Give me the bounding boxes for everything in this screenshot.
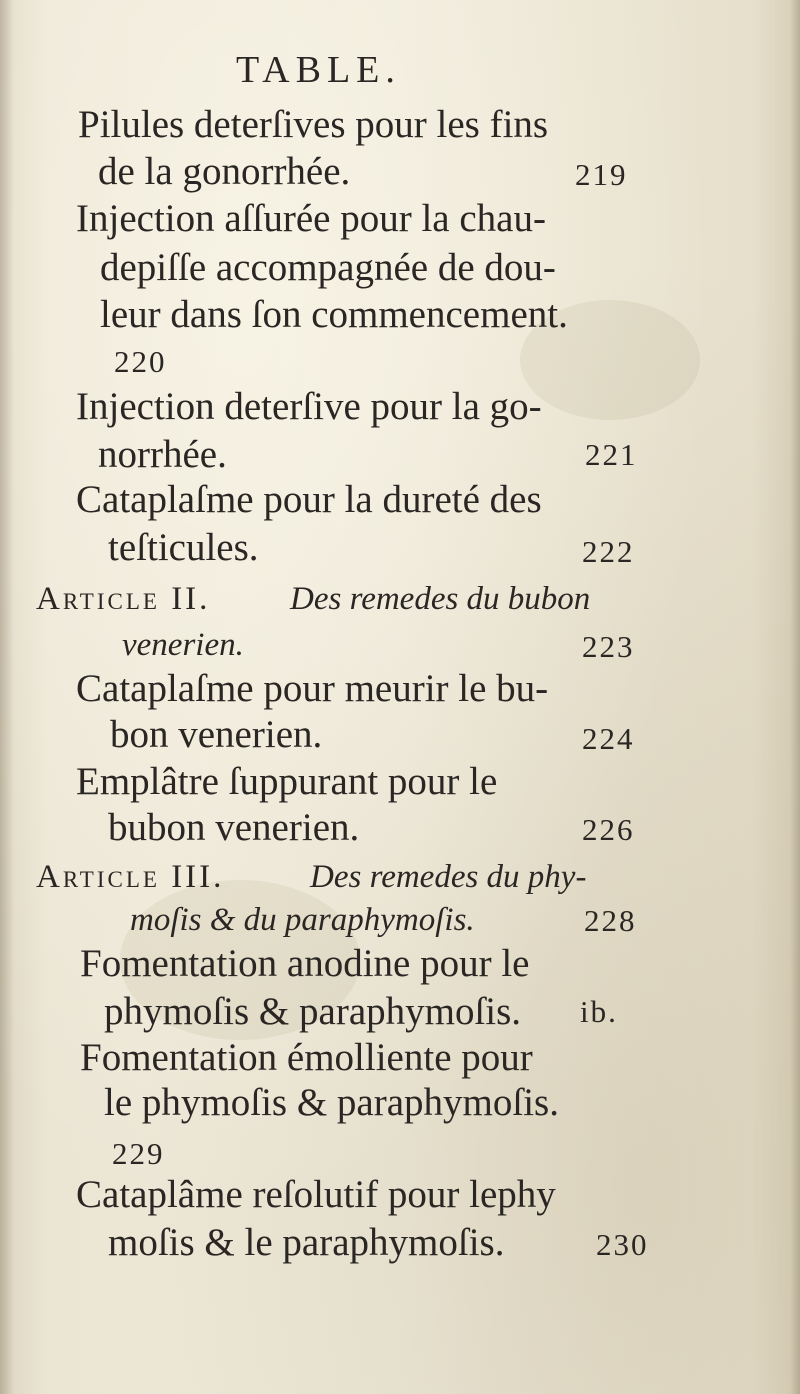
page-number: 226 xyxy=(582,812,635,847)
page-number: 223 xyxy=(582,629,635,664)
page-number: 230 xyxy=(596,1227,649,1262)
page-number: ib. xyxy=(580,994,618,1029)
entry-line: Cataplâme reſolutif pour lephy xyxy=(76,1173,556,1216)
page-number: 220 xyxy=(114,344,167,379)
entry-line: depiſſe accompagnée de dou- xyxy=(100,246,556,289)
entry-line: Emplâtre ſuppurant pour le xyxy=(76,760,498,803)
article-title: moſis & du paraphymoſis. xyxy=(130,902,475,938)
entry-line: moſis & le paraphymoſis. xyxy=(108,1221,505,1264)
page-edge xyxy=(790,0,800,1394)
page-number: 222 xyxy=(582,534,635,569)
entry-line: le phymoſis & paraphymoſis. xyxy=(104,1081,559,1124)
entry-line: norrhée. xyxy=(98,433,227,476)
article-title: Des remedes du phy- xyxy=(310,859,587,895)
page-number: 229 xyxy=(112,1136,165,1171)
entry-line: teſticules. xyxy=(108,526,259,569)
page-number: 224 xyxy=(582,721,635,756)
entry-line: Fomentation anodine pour le xyxy=(80,942,530,985)
page-number: 228 xyxy=(584,903,637,938)
page-title: TABLE. xyxy=(236,49,401,91)
entry-line: Fomentation émolliente pour xyxy=(80,1036,533,1079)
entry-line: Injection deterſive pour la go- xyxy=(76,385,542,428)
entry-line: phymoſis & paraphymoſis. xyxy=(104,990,522,1033)
article-title: venerien. xyxy=(122,627,244,663)
article-heading: Article III. xyxy=(36,859,225,895)
entry-line: leur dans ſon commencement. xyxy=(100,293,568,336)
spine-shadow xyxy=(0,0,14,1394)
entry-line: Cataplaſme pour la dureté des xyxy=(76,478,542,521)
page-number: 221 xyxy=(585,437,638,472)
entry-line: bubon venerien. xyxy=(108,806,360,849)
article-heading: Article II. xyxy=(36,581,211,617)
entry-line: Injection aſſurée pour la chau- xyxy=(76,197,546,240)
article-title: Des remedes du bubon xyxy=(290,581,591,617)
entry-line: Pilules deterſives pour les fins xyxy=(78,103,549,146)
entry-line: de la gonorrhée. xyxy=(98,150,351,193)
page-number: 219 xyxy=(575,157,628,192)
entry-line: Cataplaſme pour meurir le bu- xyxy=(76,667,549,710)
entry-line: bon venerien. xyxy=(110,713,323,756)
